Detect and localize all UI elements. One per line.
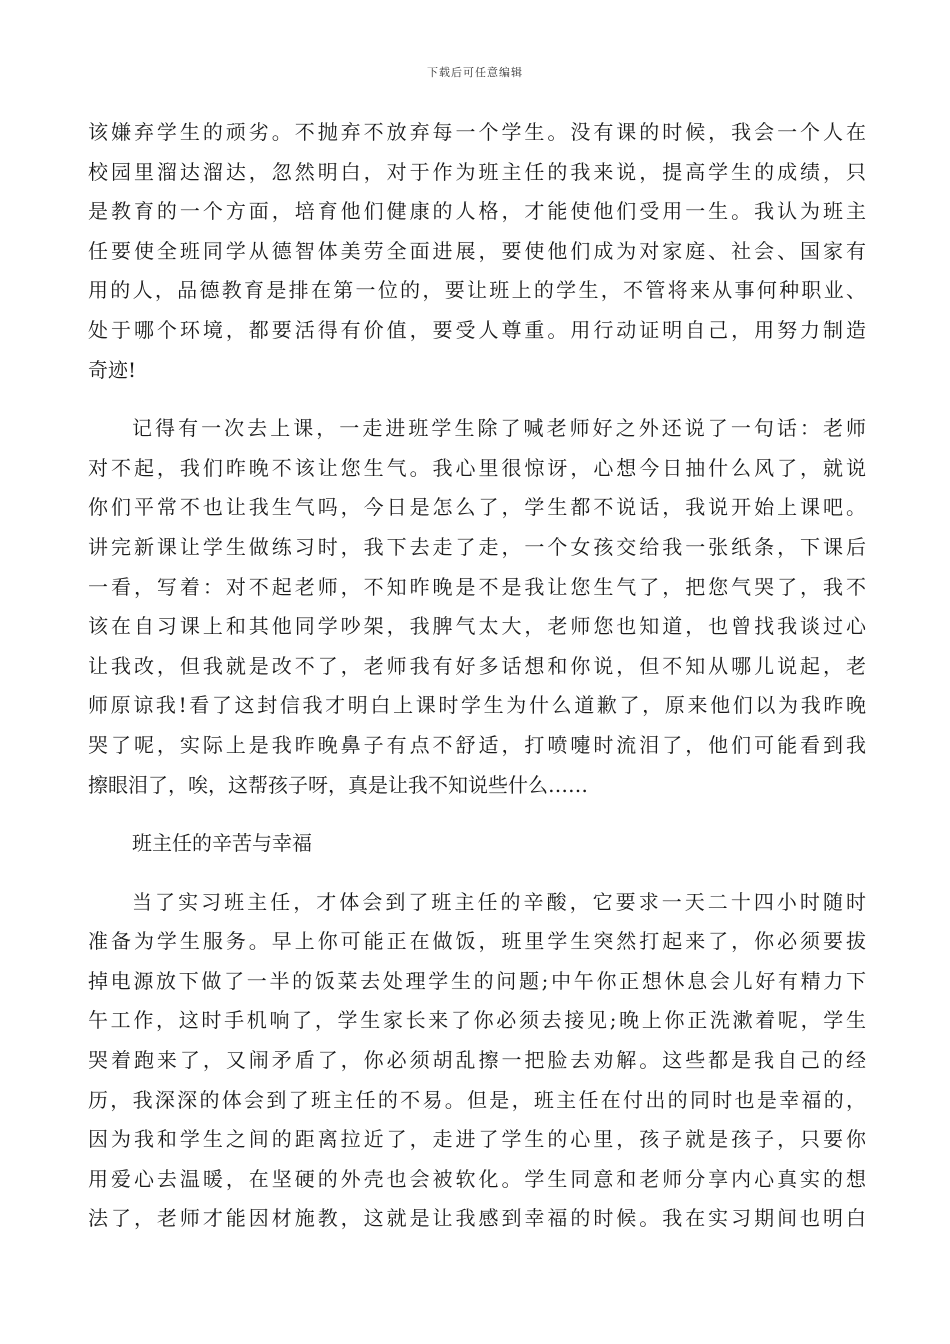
paragraph-line: 让我改，但我就是改不了，老师我有好多话想和你说，但不知从哪儿说起，老	[88, 653, 866, 678]
paragraph-line: 当了实习班主任，才体会到了班主任的辛酸，它要求一天二十四小时随时	[132, 889, 866, 914]
paragraph-line: 擦眼泪了，唉，这帮孩子呀，真是让我不知说些什么……	[88, 772, 588, 797]
paragraph-line: 是教育的一个方面，培育他们健康的人格，才能使他们受用一生。我认为班主	[88, 199, 866, 224]
paragraph-line: 该嫌弃学生的顽劣。不抛弃不放弃每一个学生。没有课的时候，我会一个人在	[88, 120, 866, 144]
paragraph-line: 因为我和学生之间的距离拉近了，走进了学生的心里，孩子就是孩子，只要你	[88, 1127, 866, 1152]
paragraph-line: 用的人，品德教育是排在第一位的，要让班上的学生，不管将来从事何种职业、	[88, 278, 866, 303]
paragraph-line: 一看，写着：对不起老师，不知昨晚是不是我让您生气了，把您气哭了，我不	[88, 574, 866, 599]
paragraph-line: 该在自习课上和其他同学吵架，我脾气太大，老师您也知道，也曾找我谈过心	[88, 614, 866, 639]
header-note: 下载后可任意编辑	[427, 66, 523, 79]
paragraph-line: 用爱心去温暖，在坚硬的外壳也会被软化。学生同意和老师分享内心真实的想	[88, 1166, 866, 1191]
paragraph-line: 哭着跑来了，又闹矛盾了，你必须胡乱擦一把脸去劝解。这些都是我自己的经	[88, 1048, 866, 1073]
document-body	[88, 113, 866, 1239]
paragraph-1	[88, 113, 866, 390]
section-heading: 班主任的辛苦与幸福	[132, 831, 312, 856]
paragraph-line: 奇迹!	[88, 357, 137, 382]
paragraph-line: 你们平常不也让我生气吗，今日是怎么了，学生都不说话，我说开始上课吧。	[88, 495, 866, 520]
paragraph-line: 任要使全班同学从德智体美劳全面进展，要使他们成为对家庭、社会、国家有	[88, 238, 866, 263]
paragraph-line: 师原谅我!看了这封信我才明白上课时学生为什么道歉了，原来他们以为我昨晚	[88, 693, 866, 718]
paragraph-line: 哭了呢，实际上是我昨晚鼻子有点不舒适，打喷嚏时流泪了，他们可能看到我	[88, 732, 866, 757]
paragraph-line: 处于哪个环境，都要活得有价值，要受人尊重。用行动证明自己，用努力制造	[88, 317, 866, 342]
paragraph-line: 对不起，我们昨晚不该让您生气。我心里很惊讶，心想今日抽什么风了，就说	[88, 455, 866, 480]
paragraph-line: 掉电源放下做了一半的饭菜去处理学生的问题;中午你正想休息会儿好有精力下	[88, 968, 866, 993]
paragraph-spacer	[88, 390, 866, 409]
paragraph-line: 讲完新课让学生做练习时，我下去走了走，一个女孩交给我一张纸条，下课后	[88, 534, 866, 559]
paragraph-spacer	[88, 864, 866, 883]
paragraph-line: 校园里溜达溜达，忽然明白，对于作为班主任的我来说，提高学生的成绩，只	[88, 159, 866, 184]
paragraph-line: 午工作，这时手机响了，学生家长来了你必须去接见;晚上你正洗漱着呢，学生	[88, 1008, 866, 1033]
paragraph-line: 记得有一次去上课，一走进班学生除了喊老师好之外还说了一句话：老师	[132, 416, 866, 441]
paragraph-spacer	[88, 805, 866, 824]
paragraph-line: 准备为学生服务。早上你可能正在做饭，班里学生突然打起来了，你必须要拔	[88, 929, 866, 954]
paragraph-line: 法了，老师才能因材施教，这就是让我感到幸福的时候。我在实习期间也明白	[88, 1206, 866, 1231]
paragraph-3	[88, 883, 866, 1239]
paragraph-2	[88, 409, 866, 805]
paragraph-line: 历，我深深的体会到了班主任的不易。但是，班主任在付出的同时也是幸福的，	[88, 1087, 866, 1112]
